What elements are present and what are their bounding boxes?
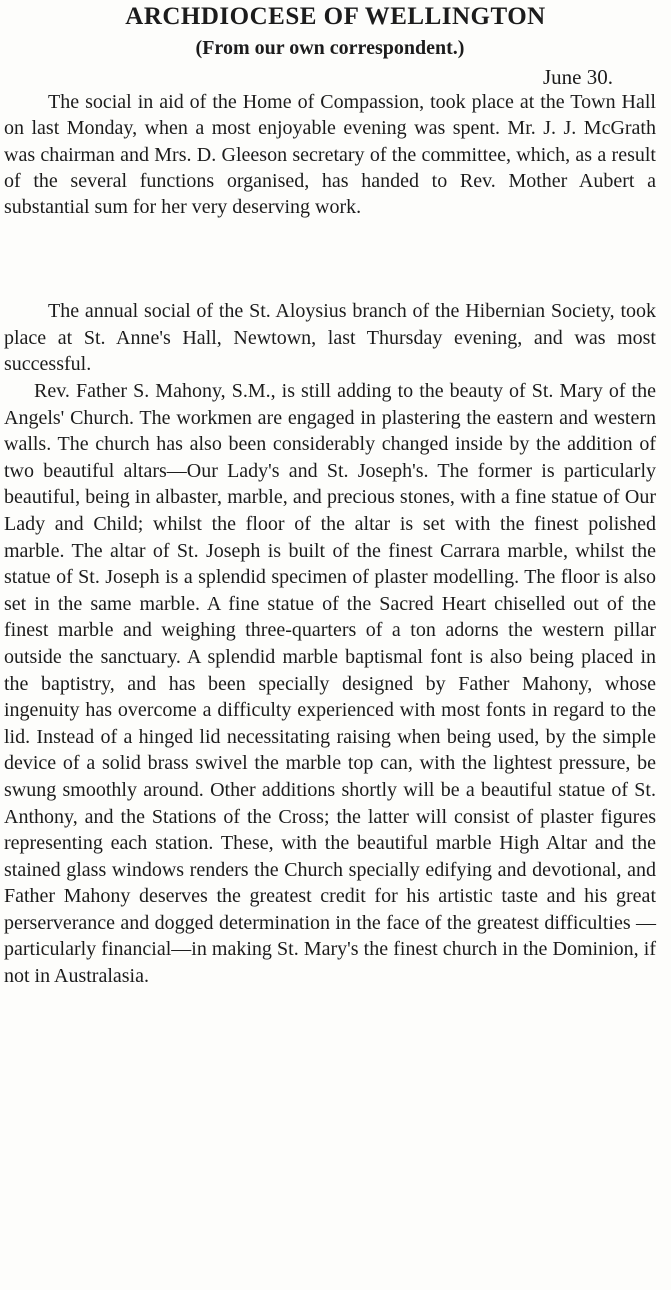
article-headline: ARCHDIOCESE OF WELLINGTON xyxy=(125,3,546,30)
article-paragraph-st-marys-church: Rev. Father S. Mahony, S.M., is still adding to the beauty of St. Mary of the Angels' Church. The workmen are engaged in plastering the eastern and western walls. The church has also been considerably changed inside by the addition of two beautiful altars—Our Lady's and St. Joseph's. The former is particularly beautiful, being in albaster, marble, and precious stones, with a fine statue of Our Lady and Child; whilst the floor of the altar is set with the finest polished marble. The altar of St. Joseph is built of the finest Carrara marble, whilst the statue of St. Joseph is a splendid specimen of plaster modelling. The floor is also set in the same marble. A fine statue of the Sacred Heart chiselled out of the finest marble and weighing three-quarters of a ton adorns the western pillar outside the sanctuary. A splendid marble baptismal font is also being placed in the baptistry, and has been specially designed by Father Mahony, whose ingenuity has overcome a difficulty experienced with most fonts in regard to the lid. Instead of a hinged lid necessitating raising when being used, by the simple device of a solid brass swivel the marble top can, with the lightest pressure, be swung smoothly around. Other additions shortly will be a beautiful statue of St. Anthony, and the Stations of the Cross; the latter will consist of plaster figures representing each station. These, with the beautiful marble High Altar and the stained glass windows renders the Church specially edifying and devotional, and Father Mahony deserves the greatest credit for his artistic taste and his great perserverance and dogged determination in the face of the greatest difficulties —particularly financial—in making St. Mary's the finest church in the Dominion, if not in Australasia. xyxy=(4,380,656,988)
article-paragraph-hibernian-society: The annual social of the St. Aloysius branch of the Hibernian Society, took place at St. Anne's Hall, Newtown, last Thursday evening, and was most successful. xyxy=(4,300,656,375)
article-byline: (From our own correspondent.) xyxy=(195,37,465,59)
article-paragraph-home-of-compassion: The social in aid of the Home of Compassion, took place at the Town Hall on last Monday, when a most enjoyable evening was spent. Mr. J. J. McGrath was chairman and Mrs. D. Gleeson secretary of the committee, which, as a result of the several functions organised, has handed to Rev. Mother Aubert a substantial sum for her very deserving work. xyxy=(4,91,656,219)
article-date: June 30. xyxy=(543,65,613,89)
